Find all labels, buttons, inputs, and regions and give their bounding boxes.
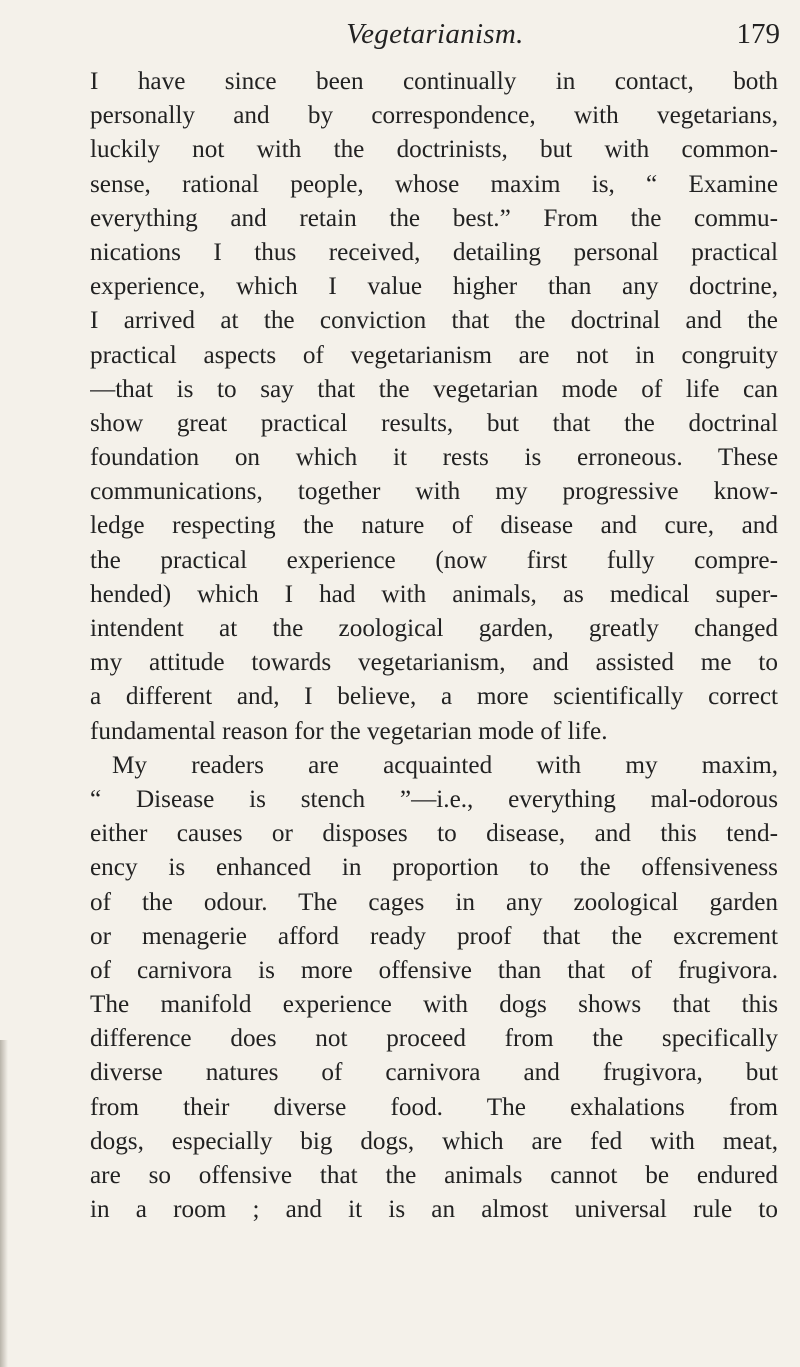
text-line: difference does not proceed from the specifically xyxy=(90,1025,778,1053)
text-line: personally and by correspondence, with vegetarians, xyxy=(90,102,778,130)
text-line: show great practical results, but that the doctrinal xyxy=(90,409,778,437)
text-line: I have since been continually in contact, both xyxy=(90,68,778,95)
text-line: of carnivora is more offensive than that of frugivora. xyxy=(90,956,778,984)
text-line: my attitude towards vegetarianism, and assisted me to xyxy=(90,649,778,677)
running-title: Vegetarianism. xyxy=(346,18,524,50)
text-line: of the odour. The cages in any zoological garden xyxy=(90,888,778,916)
text-line: foundation on which it rests is erroneous. These xyxy=(90,444,778,472)
text-line: practical aspects of vegetarianism are not in congruity xyxy=(90,341,778,369)
text-line: The manifold experience with dogs shows that this xyxy=(90,991,778,1019)
text-line: diverse natures of carnivora and frugivora, but xyxy=(90,1059,778,1087)
text-line: are so offensive that the animals cannot be endured xyxy=(90,1162,778,1189)
text-line: fundamental reason for the vegetarian mode of life. xyxy=(90,717,608,745)
text-line: ency is enhanced in proportion to the offensiveness xyxy=(90,854,778,882)
text-line: or menagerie afford ready proof that the excrement xyxy=(90,922,778,950)
text-line: hended) which I had with animals, as medical super- xyxy=(90,580,778,608)
text-line: intendent at the zoological garden, greatly changed xyxy=(90,615,778,642)
text-line: ledge respecting the nature of disease and cure, and xyxy=(90,512,778,540)
text-line: experience, which I value higher than any doctrine, xyxy=(90,273,778,301)
text-line: communications, together with my progressive know- xyxy=(90,478,778,506)
text-line: dogs, especially big dogs, which are fed with meat, xyxy=(90,1127,778,1155)
body-text xyxy=(90,65,778,1227)
text-line: either causes or disposes to disease, and this tend- xyxy=(90,820,778,848)
text-line: sense, rational people, whose maxim is, “ Examine xyxy=(90,170,778,198)
text-line: “ Disease is stench ”—i.e., everything mal-odorous xyxy=(90,785,778,813)
text-line: I arrived at the conviction that the doctrinal and the xyxy=(90,307,778,335)
text-line: in a room ; and it is an almost universal rule to xyxy=(90,1196,778,1224)
text-line: from their diverse food. The exhalations from xyxy=(90,1093,778,1121)
running-head xyxy=(90,14,780,54)
text-line: a different and, I believe, a more scientifically correct xyxy=(90,683,778,711)
page-edge-shadow xyxy=(0,1040,8,1367)
text-line: everything and retain the best.” From the commu- xyxy=(90,204,778,232)
text-line: —that is to say that the vegetarian mode of life can xyxy=(90,375,778,403)
page-number: 179 xyxy=(736,18,780,50)
text-line: luckily not with the doctrinists, but with common- xyxy=(90,136,778,164)
text-line: My readers are acquainted with my maxim, xyxy=(112,751,778,779)
text-line: nications I thus received, detailing personal practical xyxy=(90,238,778,266)
text-line: the practical experience (now first fully compre- xyxy=(90,546,778,574)
